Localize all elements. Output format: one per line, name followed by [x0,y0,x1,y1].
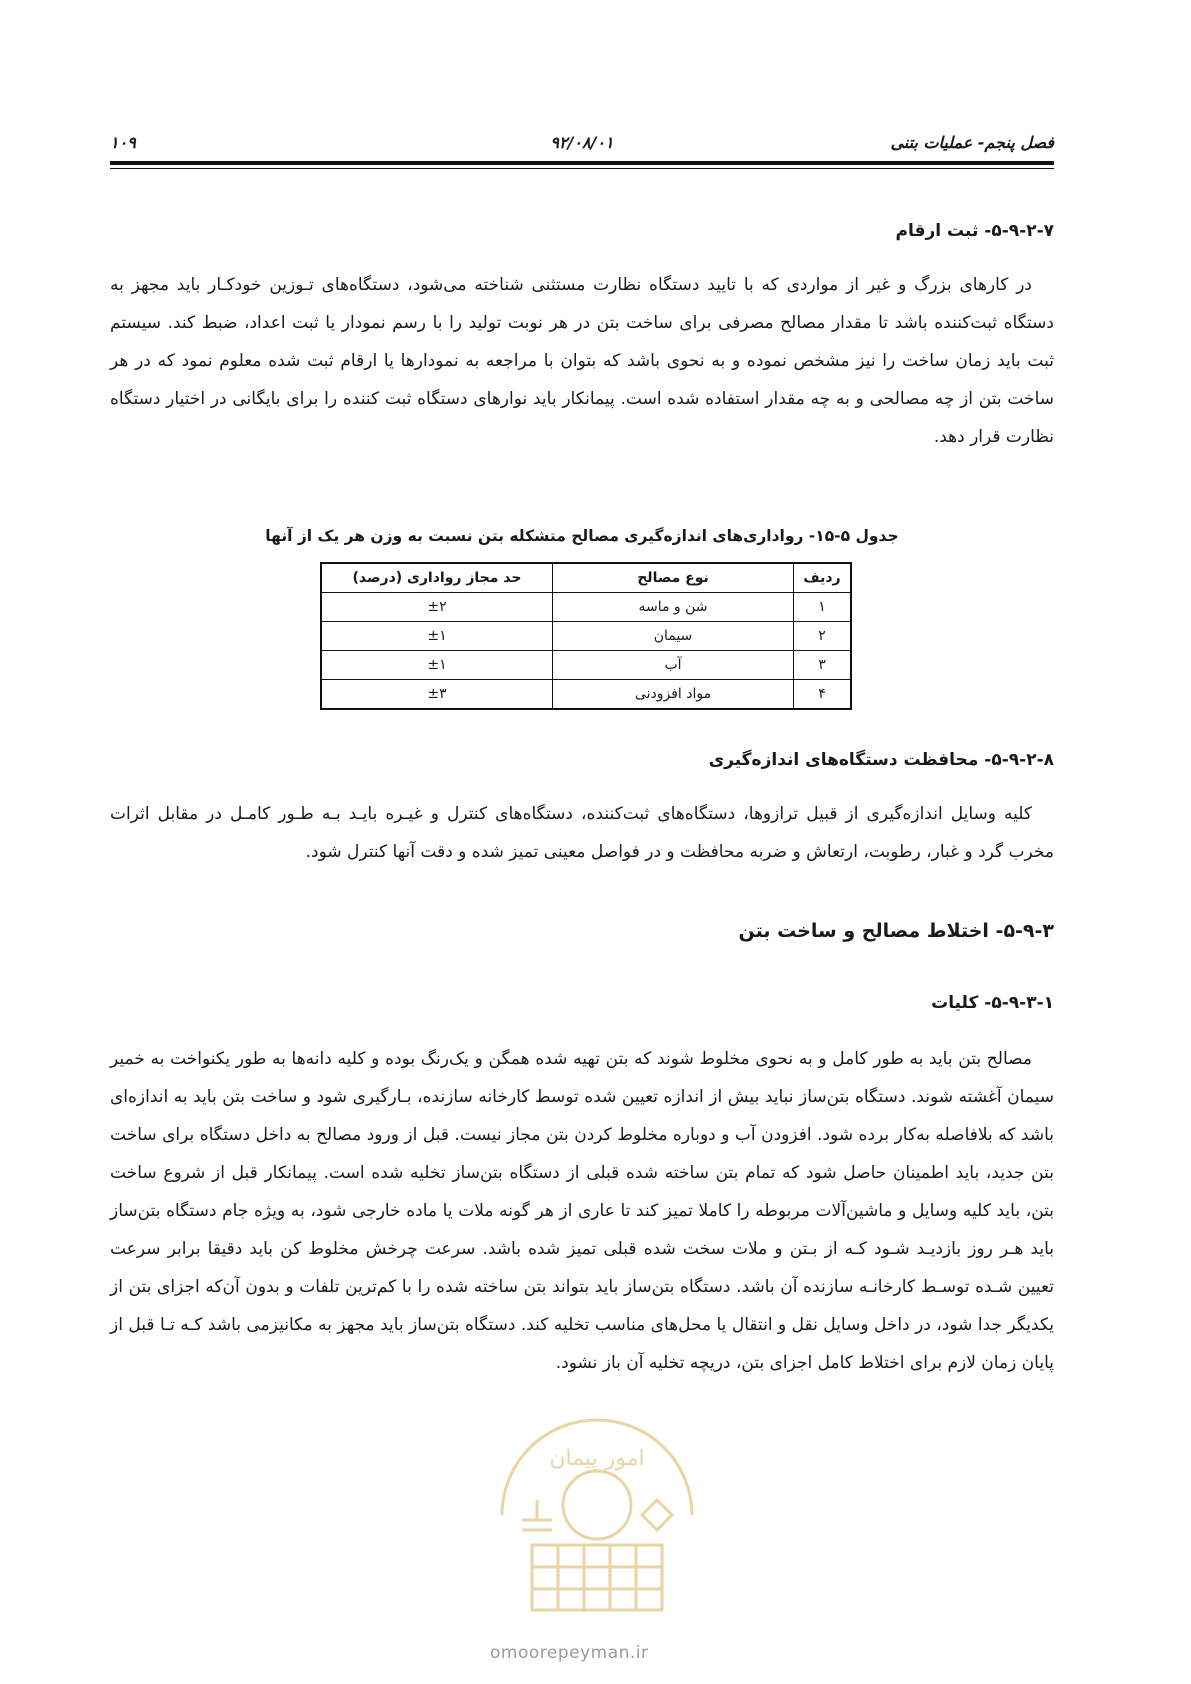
table-row [321,651,851,680]
tolerance-table [320,562,852,710]
paragraph-recording: در کارهای بزرگ و غیر از مواردی که با تایید دستگاه نظارت مستثنی شناخته می‌شود، دستگاه‌های تـوزین خودکـار باید مجهز به دستگاه ثبت‌کننده باشد تا مقدار مصالح مصرفی برای ساخت بتن در هر نوبت تولید را با رسم نمودار یا ثبت اعداد، ضبط کند. سیستم ثبت باید زمان ساخت را نیز مشخص نموده و به نحوی باشد که بتوان با مراجعه به نمودارها یا ارقام ثبت شده معلوم نمود که در هر ساخت بتن از چه مصالحی و به چه مقدار استفاده شده است. پیمانکار باید نوارهای دستگاه ثبت کننده را برای بایگانی در اختیار دستگاه نظارت قرار دهد. [110,275,1054,447]
cell-tolerance: ±۳ [321,680,553,710]
cell-material: مواد افزودنی [553,680,794,710]
paragraph-general: مصالح بتن باید به طور کامل و به نحوی مخلوط شوند که بتن تهیه شده همگن و یک‌رنگ بوده و کلیه دانه‌ها به طور یکنواخت به خمیر سیمان آغشته شوند. دستگاه بتن‌ساز نباید بیش از اندازه تعیین شده توسط کارخانه سازنده، بـارگیری شود و ساخت بتن باید به اندازه‌ای باشد که بلافاصله به‌کار برده شود. افزودن آب و دوباره مخلوط کردن بتن مجاز نیست. قبل از ورود مصالح به داخل دستگاه برای ساخت بتن جدید، باید اطمینان حاصل شود که تمام بتن ساخته شده قبلی از دستگاه بتن‌ساز تخلیه شده است. پیمانکار قبل از شروع ساخت بتن، باید کلیه وسایل و ماشین‌آلات مربوطه را کاملا تمیز کند تا عاری از هر گونه ملات یا ماده خارجی شود، به ویژه جام دستگاه بتن‌ساز باید هـر روز بازدیـد شـود کـه از بـتن و ملات سخت شده قبلی تمیز شده باشد. سرعت چرخش مخلوط کن باید دقیقا برابر سرعت تعیین شـده توسـط کارخانـه سازنده آن باشد. دستگاه بتن‌ساز باید بتواند بتن ساخته شده را با کم‌ترین تلفات و بدون آن‌که اجزای بتن از یکدیگر جدا شود، در داخل وسایل نقل و انتقال یا محل‌های مناسب تخلیه کند. دستگاه بتن‌ساز باید مجهز به مکانیزمی باشد کـه تـا قبل از پایان زمان لازم برای اختلاط کامل اجزای بتن، دریچه تخلیه آن باز نشود. [110,1049,1054,1373]
page-number: ۱۰۹ [110,132,136,152]
paragraph-protection: کلیه وسایل اندازه‌گیری از قبیل ترازوها، دستگاه‌های ثبت‌کننده، دستگاه‌های کنترل و غیـره بایـد بـه طـور کامـل در مقابل اثرات مخرب گرد و غبار، رطوبت، ارتعاش و ضربه محافظت و در فواصل معینی تمیز شده و دقت آنها کنترل شود. [110,804,1054,862]
table-header-row [321,563,851,593]
section-heading-recording: ۵-۹-۲-۷- ثبت ارقام [895,221,1054,241]
header-date: ۹۲/۰۸/۰۱ [550,132,614,152]
watermark-site-text: omoorepeyman.ir [490,1643,649,1663]
page-header [110,128,1054,156]
cell-tolerance: ±۱ [321,622,553,651]
section-heading-mixing: ۵-۹-۳- اختلاط مصالح و ساخت بتن [738,920,1054,942]
cell-material: شن و ماسه [553,593,794,622]
chapter-title: فصل پنجم- عملیات بتنی [890,132,1054,152]
column-header-row-number: ردیف [794,563,852,593]
watermark-logo-text: امور پیمان [549,1446,645,1471]
table-row [321,680,851,710]
cell-material: آب [553,651,794,680]
header-rule-thick [110,161,1054,165]
section-heading-protection: ۵-۹-۲-۸- محافظت دستگاه‌های اندازه‌گیری [708,750,1054,770]
column-header-tolerance: حد مجاز رواداری (درصد) [321,563,553,593]
cell-row-number: ۳ [794,651,852,680]
watermark-logo-icon [482,1405,712,1635]
cell-row-number: ۲ [794,622,852,651]
cell-material: سیمان [553,622,794,651]
table-caption: جدول ۵-۱۵- رواداری‌های اندازه‌گیری مصالح متشکله بتن نسبت به وزن هر یک از آنها [265,527,899,545]
header-rule-thin [110,168,1054,169]
section-heading-general: ۵-۹-۳-۱- کلیات [931,993,1054,1013]
table-row [321,593,851,622]
cell-tolerance: ±۲ [321,593,553,622]
cell-tolerance: ±۱ [321,651,553,680]
cell-row-number: ۴ [794,680,852,710]
column-header-material-type: نوع مصالح [553,563,794,593]
table-row [321,622,851,651]
cell-row-number: ۱ [794,593,852,622]
